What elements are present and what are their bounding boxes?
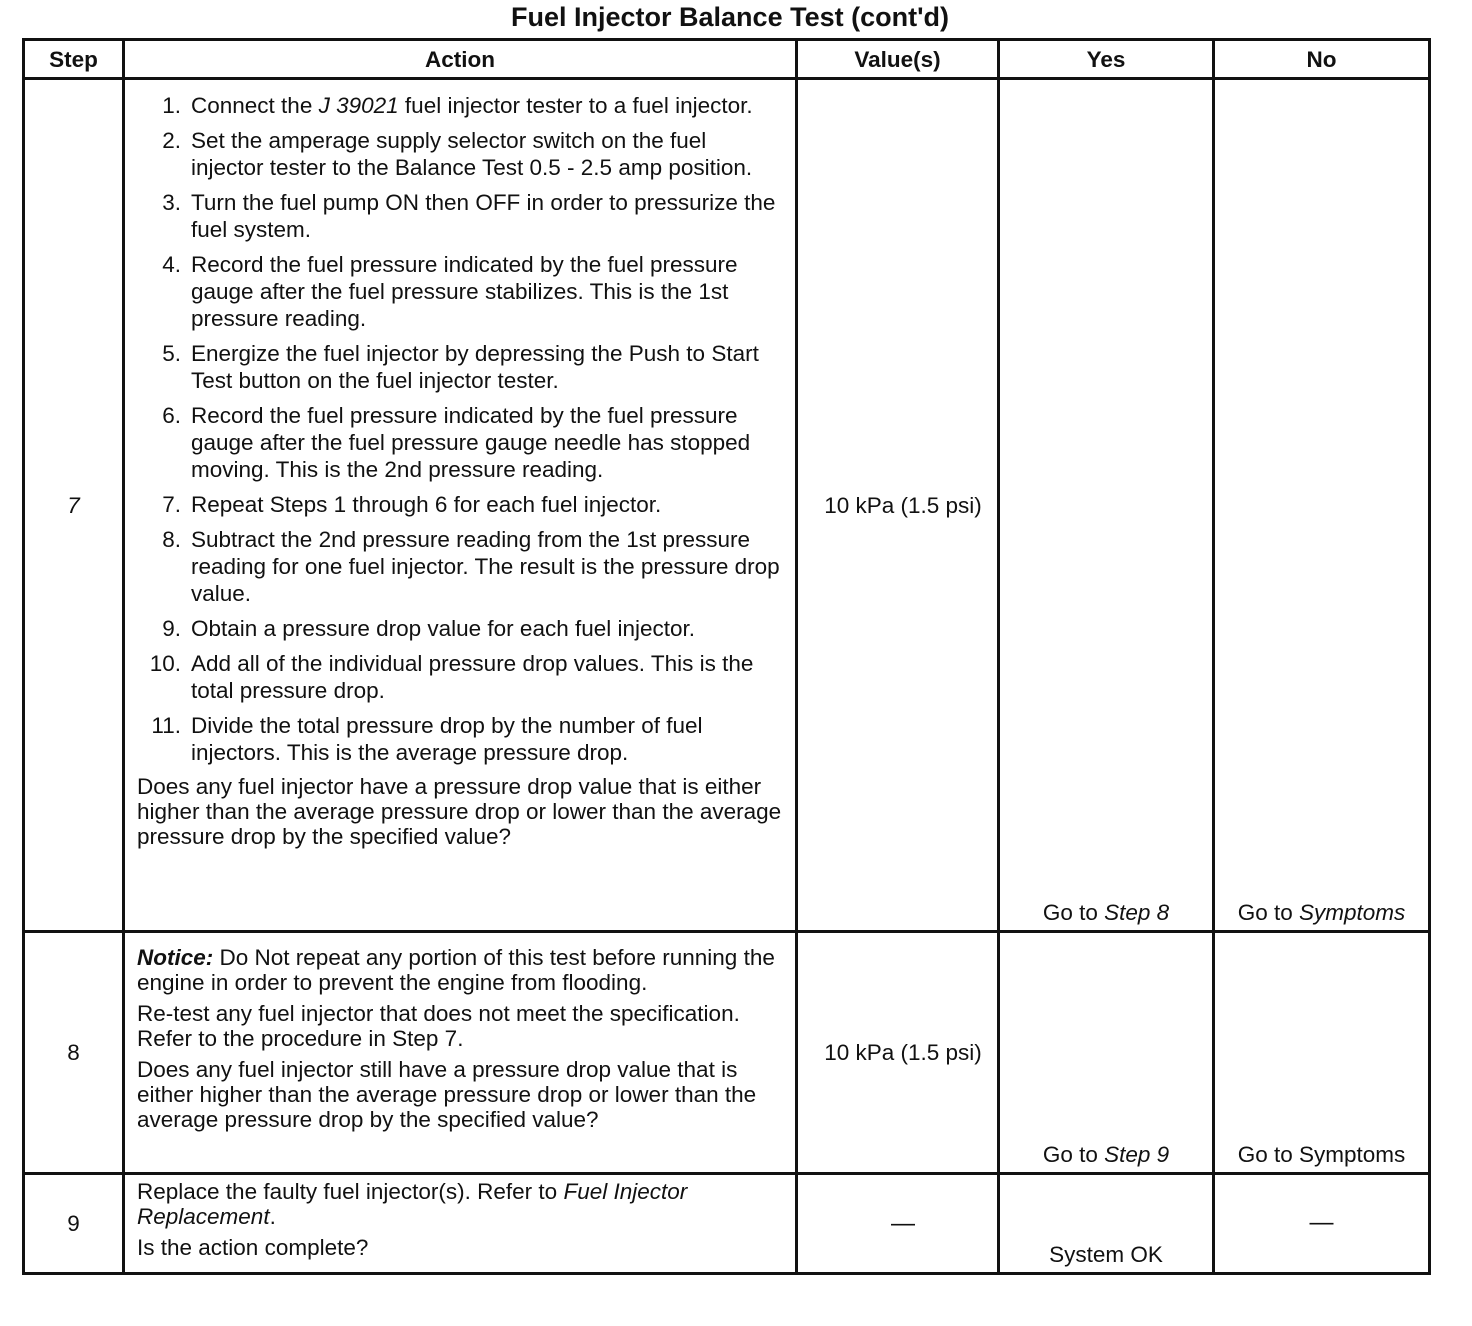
- link-symptoms[interactable]: Symptoms: [1299, 900, 1406, 925]
- list-item: 6. Record the fuel pressure indicated by the fuel pressure gauge after the fuel pressure gauge needle has stopped moving. This is the 2nd pressure reading.: [162, 403, 751, 482]
- list-item: 10. Add all of the individual pressure drop values. This is the total pressure drop.: [149, 651, 754, 703]
- list-item: 1. Connect the J 39021 fuel injector tester to a fuel injector.: [162, 93, 753, 118]
- yes-cell: Go to Step 8: [999, 79, 1214, 932]
- page-title: Fuel Injector Balance Test (cont'd): [511, 2, 949, 32]
- header-row: [24, 40, 1430, 79]
- value-cell: 10 kPa (1.5 psi): [797, 932, 999, 1174]
- table-row-step-8: [24, 932, 1430, 1174]
- list-item: 9. Obtain a pressure drop value for each fuel injector.: [162, 616, 696, 641]
- list-item: 7. Repeat Steps 1 through 6 for each fuel injector.: [162, 492, 662, 517]
- table-row-step-9: [24, 1174, 1430, 1274]
- header-no: No: [1214, 40, 1430, 79]
- action-cell: [124, 1174, 797, 1274]
- list-item: 5. Energize the fuel injector by depressing the Push to Start Test button on the fuel injector tester.: [162, 341, 759, 393]
- action-cell: [124, 932, 797, 1174]
- value-cell: 10 kPa (1.5 psi): [797, 79, 999, 932]
- header-action: Action: [124, 40, 797, 79]
- notice-text: Notice: Do Not repeat any portion of this test before running the engine in order to prevent the engine from flooding.: [137, 945, 775, 995]
- link-step-9[interactable]: Step 9: [1104, 1142, 1170, 1167]
- yes-cell: System OK: [999, 1174, 1214, 1274]
- value-cell: —: [797, 1174, 999, 1274]
- no-cell: Go to Symptoms: [1214, 79, 1430, 932]
- header-step: Step: [24, 40, 124, 79]
- decision-question: Does any fuel injector still have a pressure drop value that is either higher than the average pressure drop or lower than the average pressure drop by the specified value?: [137, 1057, 757, 1132]
- list-item: 4. Record the fuel pressure indicated by the fuel pressure gauge after the fuel pressure stabilizes. This is the 1st pressure reading.: [162, 252, 738, 331]
- table-row-step-7: [24, 79, 1430, 932]
- decision-question: Does any fuel injector have a pressure drop value that is either higher than the average pressure drop or lower than the average pressure drop by the specified value?: [137, 774, 782, 849]
- notice-label: Notice:: [137, 945, 214, 970]
- procedure-table: [22, 38, 1431, 1275]
- link-step-8[interactable]: Step 8: [1104, 900, 1170, 925]
- header-yes: Yes: [999, 40, 1214, 79]
- link-fuel-injector-replacement[interactable]: Fuel Injector Replacement: [137, 1179, 688, 1229]
- step-number: 7: [24, 79, 124, 932]
- list-item: 8. Subtract the 2nd pressure reading from the 1st pressure reading for one fuel injector. The result is the pressure drop value.: [162, 527, 780, 606]
- list-item: 3. Turn the fuel pump ON then OFF in order to pressurize the fuel system.: [162, 190, 776, 242]
- yes-cell: Go to Step 9: [999, 932, 1214, 1174]
- retest-text: Re-test any fuel injector that does not meet the specification. Refer to the procedure in Step 7.: [137, 1001, 740, 1051]
- substep-list: [137, 92, 785, 766]
- no-cell: Go to Symptoms: [1214, 932, 1430, 1174]
- no-cell: —: [1214, 1174, 1430, 1274]
- step-number: 9: [24, 1174, 124, 1274]
- replace-text: Replace the faulty fuel injector(s). Refer to Fuel Injector Replacement.: [137, 1179, 688, 1229]
- list-item: 11. Divide the total pressure drop by the number of fuel injectors. This is the average pressure drop.: [151, 713, 703, 765]
- step-number: 8: [24, 932, 124, 1174]
- header-values: Value(s): [797, 40, 999, 79]
- action-cell: [124, 79, 797, 932]
- list-item: 2. Set the amperage supply selector switch on the fuel injector tester to the Balance Test 0.5 - 2.5 amp position.: [162, 128, 753, 180]
- decision-question: Is the action complete?: [137, 1235, 369, 1260]
